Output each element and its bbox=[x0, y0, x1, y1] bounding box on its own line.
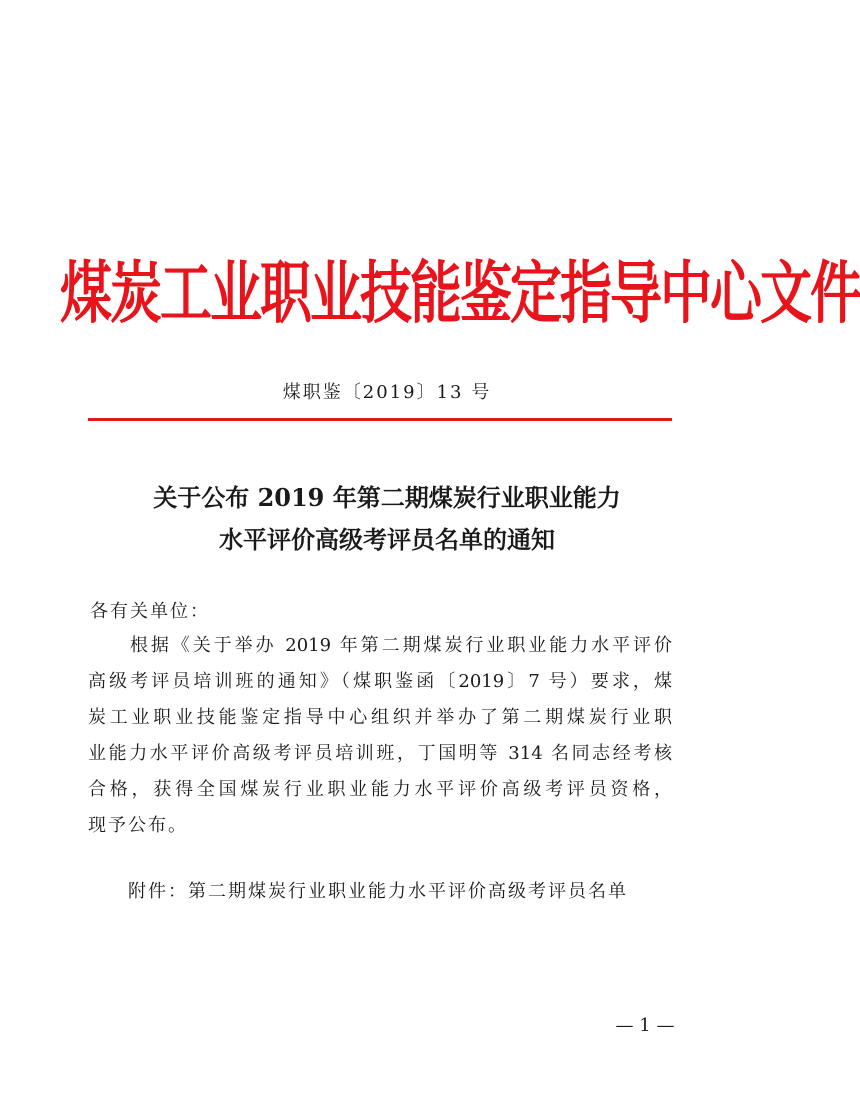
body-line-3: 炭工业职业技能鉴定指导中心组织并举办了第二期煤炭行业职 bbox=[88, 707, 672, 728]
body-line-6: 现予公布。 bbox=[88, 815, 188, 836]
body-line-1: 根据《关于举办 2019 年第二期煤炭行业职业能力水平评价 bbox=[88, 635, 672, 656]
issuer-title: 煤炭工业职业技能鉴定指导中心文件 bbox=[60, 255, 860, 334]
attachment-line: 附件：第二期煤炭行业职业能力水平评价高级考评员名单 bbox=[128, 881, 628, 902]
salutation: 各有关单位： bbox=[90, 601, 210, 622]
document-title-line-2: 水平评价高级考评员名单的通知 bbox=[219, 525, 555, 554]
red-divider bbox=[88, 418, 672, 421]
body-line-2: 高级考评员培训班的通知》（煤职鉴函〔2019〕7 号）要求，煤 bbox=[88, 671, 672, 692]
document-title bbox=[0, 477, 774, 561]
document-title-line-1: 关于公布 2019 年第二期煤炭行业职业能力 bbox=[153, 483, 621, 512]
document-number: 煤职鉴〔2019〕13 号 bbox=[282, 382, 492, 403]
page-number: — 1 — bbox=[615, 1015, 675, 1036]
body-line-4: 业能力水平评价高级考评员培训班，丁国明等 314 名同志经考核 bbox=[88, 743, 672, 764]
body-line-5: 合格，获得全国煤炭行业职业能力水平评价高级考评员资格， bbox=[88, 779, 672, 800]
